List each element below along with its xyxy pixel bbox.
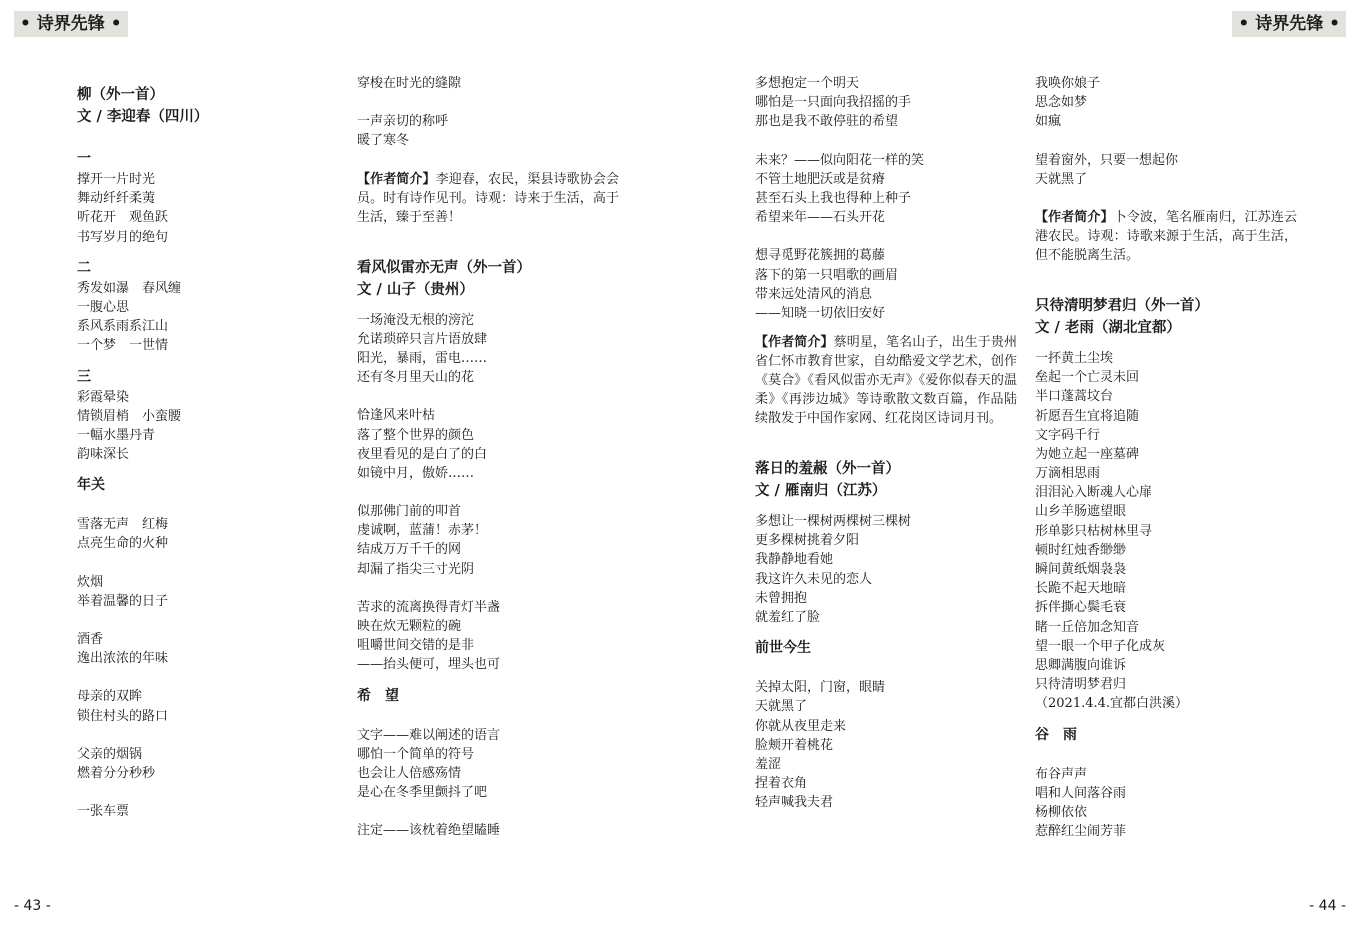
poem-line: 燃着分分秒秒 [77, 765, 156, 781]
poem-line: 一个梦 一世情 [77, 338, 169, 354]
poem-line: 布谷声声 [1035, 766, 1088, 782]
poem-line: 似那佛门前的叩首 [357, 504, 462, 520]
poem-line: 雪落无声 红梅 [77, 517, 169, 533]
poem-line: 杨柳依依 [1035, 804, 1088, 820]
poem-author: 文 / 山子（贵州） [357, 280, 474, 298]
poem-line: 夜里看见的是白了的白 [357, 446, 488, 462]
poem-line: 脸颊开着桃花 [755, 737, 834, 753]
poem-line: 映在炊无颗粒的碗 [357, 619, 462, 634]
poem-line: 点亮生命的火种 [77, 536, 169, 552]
poem-line: 睹一丘倍加念知音 [1035, 619, 1140, 635]
running-header-left: • 诗界先锋 • [14, 11, 128, 37]
poem-line: 一腹心思 [77, 299, 130, 315]
poem-line: 不管土地肥沃或是贫瘠 [755, 171, 886, 187]
column-2 [357, 74, 619, 841]
poem-line: 文字码千行 [1035, 427, 1101, 443]
poem-line: 逸出浓浓的年味 [77, 651, 169, 667]
poem-line: 也会让人倍感殇情 [357, 765, 462, 781]
poem-line: 望着窗外，只要一想起你 [1035, 152, 1179, 168]
poem-line: 韵味深长 [77, 447, 130, 463]
poem-line: 万滴相思雨 [1035, 466, 1101, 482]
poem-line: 拆伴撕心鬓毛衰 [1035, 600, 1127, 616]
poem-line: 长跪不起天地暗 [1035, 581, 1127, 597]
poem-line: 形单影只枯树林里寻 [1035, 523, 1153, 539]
poem-line: 轻声喊我夫君 [755, 795, 834, 811]
poem-line: 文字——难以阐述的语言 [357, 727, 501, 743]
poem-author: 文 / 老雨（湖北宜都） [1035, 318, 1181, 336]
poem-line: 思念如梦 [1035, 95, 1088, 111]
page-number-right: - 44 - [1309, 898, 1346, 914]
poem-line: 山乡羊肠遮望眼 [1035, 504, 1127, 520]
poem-line: 落了整个世界的颜色 [357, 427, 475, 443]
poem-line: 一幅水墨丹青 [77, 427, 156, 443]
column-3 [755, 74, 1017, 813]
poem-line: 父亲的烟锅 [77, 746, 143, 762]
poem-line: 情锁眉梢 小蛮腰 [77, 408, 182, 424]
bio-tag: 【作者简介】 [357, 171, 436, 187]
poem-line: ——知晓一切依旧安好 [755, 305, 886, 321]
poem-line: 思卿满腹向谁诉 [1035, 657, 1127, 673]
poem-line: 羞涩 [755, 756, 782, 772]
poem-line: 一声亲切的称呼 [357, 114, 449, 130]
poem-title: 只待清明梦君归（外一首） [1035, 296, 1209, 314]
poem-line: 还有冬月里天山的花 [357, 370, 475, 386]
poem-line: 我唤你娘子 [1035, 76, 1101, 91]
poem-line: 祈愿吾生宜将追随 [1035, 408, 1140, 424]
poem-line: 一张车票 [77, 804, 130, 820]
column-1 [77, 74, 339, 821]
poem-line: 唱和人间落谷雨 [1035, 785, 1127, 801]
poem-line: 虔诚啊，蓝蒲！赤茅！ [357, 523, 488, 539]
stanza-number: 三 [77, 368, 91, 385]
author-bio [357, 170, 619, 227]
poem-line: 只待清明梦君归 [1035, 677, 1127, 693]
poem-line: 却漏了指尖三寸光阴 [357, 561, 475, 577]
poem-line: 垒起一个亡灵未回 [1035, 370, 1140, 386]
poem-line: 我静静地看她 [755, 552, 834, 568]
poem-line: 多想抱定一个明天 [755, 76, 860, 91]
poem-line: 未来？——似向阳花一样的笑 [755, 152, 925, 168]
poem-line: 哪怕一个简单的符号 [357, 746, 475, 762]
running-header-right: • 诗界先锋 • [1232, 11, 1346, 37]
bio-tag: 【作者简介】 [755, 335, 834, 351]
poem-line: 未曾拥抱 [755, 590, 808, 606]
poem-line: 我这许久未见的恋人 [755, 571, 873, 587]
poem-line: 彩霞晕染 [77, 389, 130, 405]
poem-line: 注定——该枕着绝望瞌睡 [357, 823, 501, 839]
poem-title: 谷 雨 [1035, 726, 1077, 743]
poem-line: 关掉太阳，门窗，眼睛 [755, 680, 886, 696]
bio-tag: 【作者简介】 [1035, 209, 1114, 225]
poem-line: 举着温馨的日子 [77, 593, 169, 609]
poem-line: 阳光，暴雨，雷电…… [357, 350, 488, 366]
poem-line: 顿时红烛香缈缈 [1035, 542, 1127, 558]
poem-line: 甚至石头上我也得种上种子 [755, 190, 912, 206]
author-bio [1035, 208, 1297, 265]
stanza-number: 二 [77, 259, 91, 276]
poem-line: 哪怕是一只面向我招摇的手 [755, 95, 912, 111]
poem-line: 舞动纤纤柔荑 [77, 191, 156, 207]
author-bio [755, 333, 1017, 428]
poem-line: 系风系雨系江山 [77, 319, 169, 335]
poem-line: 锁住村头的路口 [77, 708, 169, 724]
poem-line: 结成万万千千的网 [357, 542, 462, 558]
poem-title: 柳（外一首） [77, 86, 164, 103]
poem-line: 如镜中月，傲娇…… [357, 465, 475, 481]
poem-line: 半口蓬蒿坟台 [1035, 389, 1114, 405]
poem-line: 带来远处清风的消息 [755, 286, 873, 302]
poem-line: 想寻觅野花簇拥的葛藤 [755, 248, 886, 264]
poem-line: 允诺琐碎只言片语放肆 [357, 331, 488, 347]
poem-line: 书写岁月的绝句 [77, 229, 169, 245]
poem-line: 更多棵树挑着夕阳 [755, 533, 860, 549]
poem-line: 苦求的流离换得青灯半盏 [357, 599, 501, 615]
poem-author: 文 / 雁南归（江苏） [755, 482, 887, 500]
poem-line: 恰逢风来叶枯 [357, 408, 436, 424]
poem-line: 望一眼一个甲子化成灰 [1035, 638, 1166, 654]
bio-text: 李迎春，农民，渠县诗歌协会会员。时有诗作见刊。诗观：诗来于生活，高于生活，臻于至善！ [357, 171, 619, 225]
poem-line: 秀发如瀑 春风缠 [77, 280, 182, 296]
poem-line: 天就黑了 [1035, 171, 1088, 187]
poem-line: 那也是我不敢停驻的希望 [755, 114, 899, 130]
poem-title: 看风似雷亦无声（外一首） [357, 258, 531, 276]
poem-line: 如瘋 [1035, 114, 1062, 130]
poem-line: 咀嚼世间交错的是非 [357, 638, 475, 654]
poem-line: ——抬头便可，埋头也可 [357, 657, 501, 673]
poem-line: 为她立起一座墓碑 [1035, 446, 1140, 462]
poem-title: 前世今生 [755, 640, 811, 657]
poem-line: 酒香 [77, 632, 104, 647]
poem-line: 希望来年——石头开花 [755, 210, 886, 226]
poem-line: 就羞红了脸 [755, 610, 821, 625]
poem-line: 穿梭在时光的缝隙 [357, 76, 462, 91]
poem-line: 母亲的双眸 [77, 689, 143, 705]
poem-line: 惹醉红尘闹芳菲 [1035, 824, 1127, 840]
poem-title: 年关 [77, 477, 105, 494]
poem-line: 一场淹没无根的滂沱 [357, 312, 475, 328]
column-4 [1035, 74, 1297, 841]
bio-text: 蔡明星，笔名山子，出生于贵州省仁怀市教育世家，自幼酷爱文学艺术，创作《莫合》《看风似雷亦无声》《爱你似春天的温柔》《再涉边城》等诗歌散文数百篇，作品陆续散发于中国作家网、红花岗区诗词月刊。 [755, 335, 1017, 427]
page-number-left: - 43 - [14, 898, 51, 914]
bio-text: 卜令波，笔名雁南归，江苏连云港农民。诗观：诗歌来源于生活，高于生活，但不能脱离生活。 [1035, 209, 1297, 263]
poem-line: 炊烟 [77, 574, 104, 590]
poem-title: 希 望 [357, 687, 399, 704]
poem-line: 暖了寒冬 [357, 133, 410, 149]
stanza-number: 一 [77, 151, 91, 167]
poem-line: 一抔黄土尘埃 [1035, 350, 1114, 366]
poem-line: 听花开 观鱼跃 [77, 210, 169, 226]
poem-line: 撑开一片时光 [77, 172, 156, 187]
poem-date: （2021.4.4.宜都白洪溪） [1035, 696, 1189, 712]
poem-title: 落日的羞赧（外一首） [755, 460, 900, 478]
poem-line: 是心在冬季里颤抖了吧 [357, 785, 488, 801]
poem-author: 文 / 李迎春（四川） [77, 108, 209, 125]
poem-line: 天就黑了 [755, 699, 808, 715]
poem-line: 落下的第一只唱歌的画眉 [755, 267, 899, 283]
poem-line: 瞬间黄纸烟袅袅 [1035, 562, 1127, 577]
poem-line: 捏着衣角 [755, 776, 808, 792]
poem-line: 泪泪沁入断魂人心扉 [1035, 485, 1153, 501]
poem-line: 你就从夜里走来 [755, 718, 847, 734]
poem-line: 多想让一棵树两棵树三棵树 [755, 514, 912, 530]
